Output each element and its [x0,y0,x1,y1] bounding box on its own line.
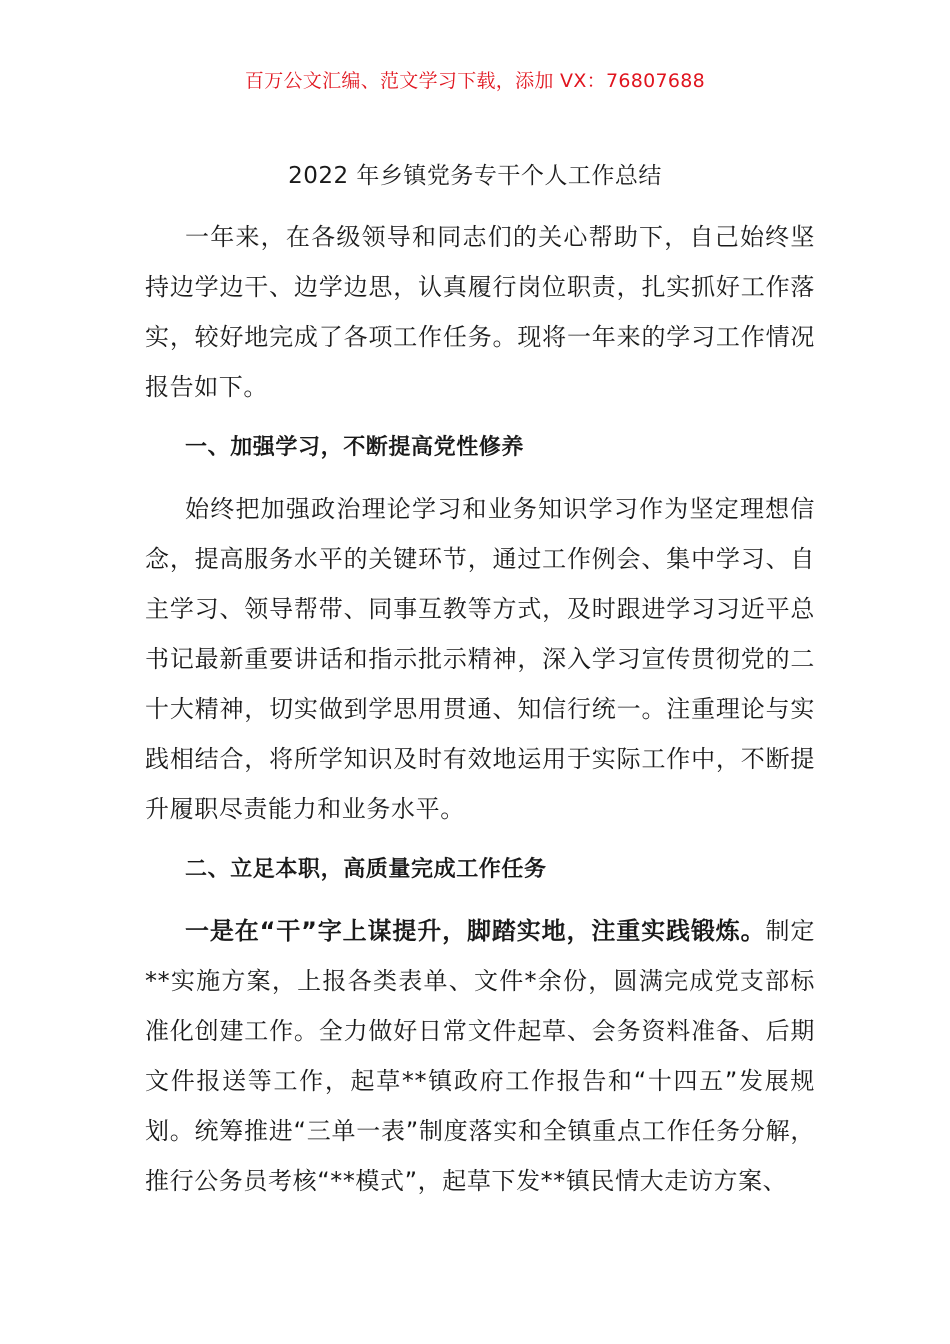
section-1-heading: 一、加强学习，不断提高党性修养 [185,435,525,460]
intro-section [145,212,815,412]
section-1-body [145,484,815,834]
section-2-heading-block [145,845,815,895]
section-2-body [145,906,815,1206]
section-2-lead: 一是在“干”字上谋提升，脚踏实地，注重实践锻炼。 [185,917,766,945]
header-watermark-note: 百万公文汇编、范文学习下载，添加 VX：76807688 [244,70,706,92]
section-2-text: 制定**实施方案，上报各类表单、文件*余份，圆满完成党支部标准化创建工作。全力做好日常文件起草、会务资料准备、后期文件报送等工作，起草**镇政府工作报告和“十四五”发展规划。统筹推进“三单一表”制度落实和全镇重点工作任务分解，推行公务员考核“**模式”，起草下发**镇民情大走访方案、 [145,917,815,1195]
section-1-heading-block [145,423,815,473]
section-2-heading: 二、立足本职，高质量完成工作任务 [185,857,547,882]
section-1-paragraph: 始终把加强政治理论学习和业务知识学习作为坚定理想信念，提高服务水平的关键环节，通过工作例会、集中学习、自主学习、领导帮带、同事互教等方式，及时跟进学习习近平总书记最新重要讲话和指示批示精神，深入学习宣传贯彻党的二十大精神，切实做到学思用贯通、知信行统一。注重理论与实践相结合，将所学知识及时有效地运用于实际工作中，不断提升履职尽责能力和业务水平。 [145,495,815,823]
section-2-paragraph [145,906,815,1206]
intro-paragraph: 一年来，在各级领导和同志们的关心帮助下，自己始终坚持边学边干、边学边思，认真履行岗位职责，扎实抓好工作落实，较好地完成了各项工作任务。现将一年来的学习工作情况报告如下。 [145,223,815,401]
document-title: 2022 年乡镇党务专干个人工作总结 [288,163,662,189]
